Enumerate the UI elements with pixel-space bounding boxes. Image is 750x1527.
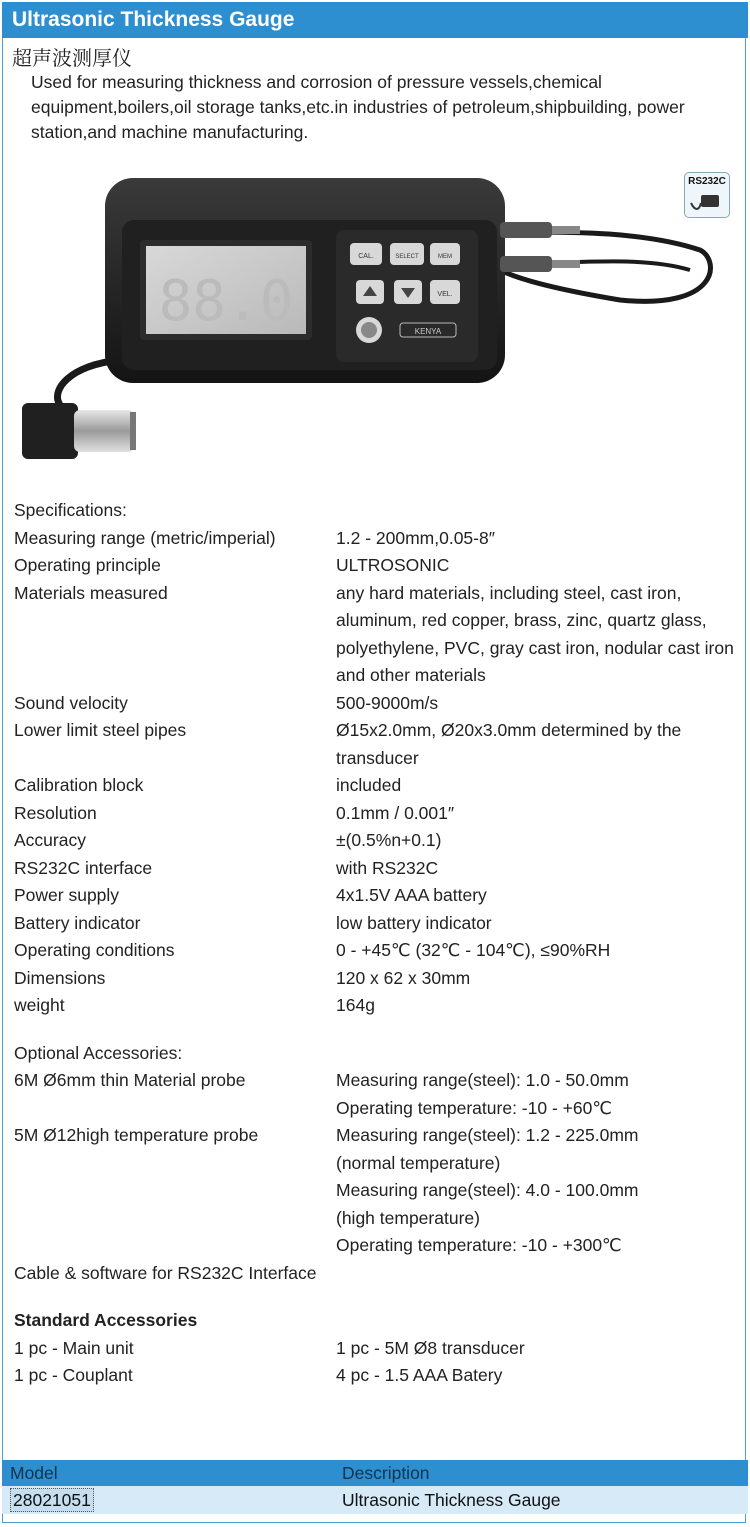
optional-rows [14, 1067, 744, 1260]
model-table-header [2, 1460, 748, 1486]
model-column-header: Model [10, 1463, 58, 1483]
spec-row [14, 882, 744, 910]
product-image [0, 160, 750, 480]
vel-key-label: VEL. [437, 291, 453, 298]
spec-row-value: 0.1mm / 0.001″ [336, 802, 455, 823]
spec-row-label: Measuring range (metric/imperial) [14, 527, 276, 548]
spec-row-label: Materials measured [14, 582, 168, 603]
standard-accessory-row-label: 1 pc - Main unit [14, 1337, 134, 1358]
spec-row-label: Operating principle [14, 555, 161, 575]
optional-accessory-row-value: Operating temperature: -10 - +60℃ [336, 1097, 612, 1118]
connector-icon [685, 173, 729, 217]
optional-accessories-heading: Optional Accessories: [14, 1042, 183, 1063]
spec-row-value: 164g [336, 995, 375, 1015]
optional-accessory-row-label: 6M Ø6mm thin Material probe [14, 1070, 246, 1090]
table-row [2, 1486, 748, 1514]
specifications-section [14, 497, 744, 1390]
optional-accessory-row-value: (high temperature) [336, 1207, 480, 1228]
spec-row-value: ±(0.5%n+0.1) [336, 830, 442, 850]
optional-accessory-row [14, 1067, 744, 1122]
optional-accessory-row-value: Operating temperature: -10 - +300℃ [336, 1235, 622, 1255]
spec-row-label: Resolution [14, 802, 97, 823]
mem-key-label: MEM [438, 254, 452, 260]
standard-accessory-row-value: 4 pc - 1.5 AAA Batery [336, 1365, 503, 1385]
spec-row-label: Battery indicator [14, 912, 141, 933]
brand-logo: KENYA [414, 327, 442, 336]
standard-rows [14, 1335, 744, 1390]
spec-row-label: Sound velocity [14, 692, 128, 713]
rs232c-badge [684, 172, 730, 218]
spec-row-label: Lower limit steel pipes [14, 720, 187, 740]
spec-row-value: 120 x 62 x 30mm [336, 967, 471, 988]
optional-accessory-row-label: 5M Ø12high temperature probe [14, 1125, 259, 1145]
spec-row [14, 937, 744, 965]
spec-row-label: Calibration block [14, 775, 144, 795]
spec-row [14, 690, 744, 718]
spec-row [14, 992, 744, 1020]
standard-accessory-row [14, 1362, 744, 1390]
spec-row-label: Dimensions [14, 967, 106, 988]
spec-row-value: low battery indicator [336, 912, 492, 933]
optional-accessory-row-value: (normal temperature) [336, 1152, 501, 1173]
chinese-title: 超声波测厚仪 [12, 46, 132, 70]
cable-note: Cable & software for RS232C Interface [14, 1262, 317, 1283]
spec-row [14, 965, 744, 993]
model-description: Ultrasonic Thickness Gauge [342, 1490, 561, 1510]
spec-row [14, 800, 744, 828]
cal-key-label: CAL. [358, 253, 374, 260]
spec-row [14, 855, 744, 883]
optional-accessory-row-value: Measuring range(steel): 1.0 - 50.0mm [336, 1070, 629, 1090]
spec-row-label: Power supply [14, 885, 120, 905]
spec-row [14, 580, 744, 690]
spec-row-value: included [336, 775, 402, 795]
specifications-heading: Specifications: [14, 500, 127, 520]
standard-accessory-row-value: 1 pc - 5M Ø8 transducer [336, 1337, 525, 1358]
spec-row-label: RS232C interface [14, 857, 153, 878]
spec-row-value: 500-9000m/s [336, 692, 439, 713]
spec-rows [14, 525, 744, 1020]
standard-accessory-row [14, 1335, 744, 1363]
page-title: Ultrasonic Thickness Gauge [2, 2, 748, 38]
spec-row-label: Operating conditions [14, 940, 175, 960]
spec-row-label: weight [14, 995, 65, 1015]
spec-row [14, 525, 744, 553]
spec-row-value: 4x1.5V AAA battery [336, 885, 487, 905]
optional-accessory-row [14, 1122, 744, 1260]
spec-row-value: ULTROSONIC [336, 555, 450, 575]
select-key-label: SELECT [395, 254, 419, 260]
description-column-header: Description [342, 1463, 430, 1483]
model-number: 28021051 [10, 1488, 94, 1512]
spec-row-value: Ø15x2.0mm, Ø20x3.0mm determined by the transducer [336, 720, 682, 768]
optional-accessory-row-value: Measuring range(steel): 4.0 - 100.0mm [336, 1180, 639, 1200]
thickness-gauge-illustration [0, 160, 750, 480]
spec-row-value: 0 - +45℃ (32℃ - 104℃), ≤90%RH [336, 940, 611, 960]
lcd-digits: 88.0 [158, 269, 294, 334]
spec-row [14, 552, 744, 580]
spec-row-value: with RS232C [336, 857, 439, 878]
spec-row [14, 717, 744, 772]
standard-accessory-row-label: 1 pc - Couplant [14, 1365, 133, 1385]
spec-row-label: Accuracy [14, 830, 86, 850]
rs232c-label: RS232C [688, 176, 726, 187]
spec-row [14, 772, 744, 800]
standard-accessories-heading: Standard Accessories [14, 1310, 198, 1330]
spec-row [14, 827, 744, 855]
intro-text: Used for measuring thickness and corrosion of pressure vessels,chemical equipment,boilers,oil storage tanks,etc.in industries of petroleum,shipbuilding, power station,and machine manufacturing. [31, 72, 685, 142]
spec-row-value: 1.2 - 200mm,0.05-8″ [336, 527, 495, 548]
spec-row-value: any hard materials, including steel, cast iron, aluminum, red copper, brass, zinc, quartz glass, polyethylene, PVC, gray cast iron, nodular cast iron and other materials [336, 582, 734, 685]
spec-row [14, 910, 744, 938]
optional-accessory-row-value: Measuring range(steel): 1.2 - 225.0mm [336, 1125, 639, 1145]
